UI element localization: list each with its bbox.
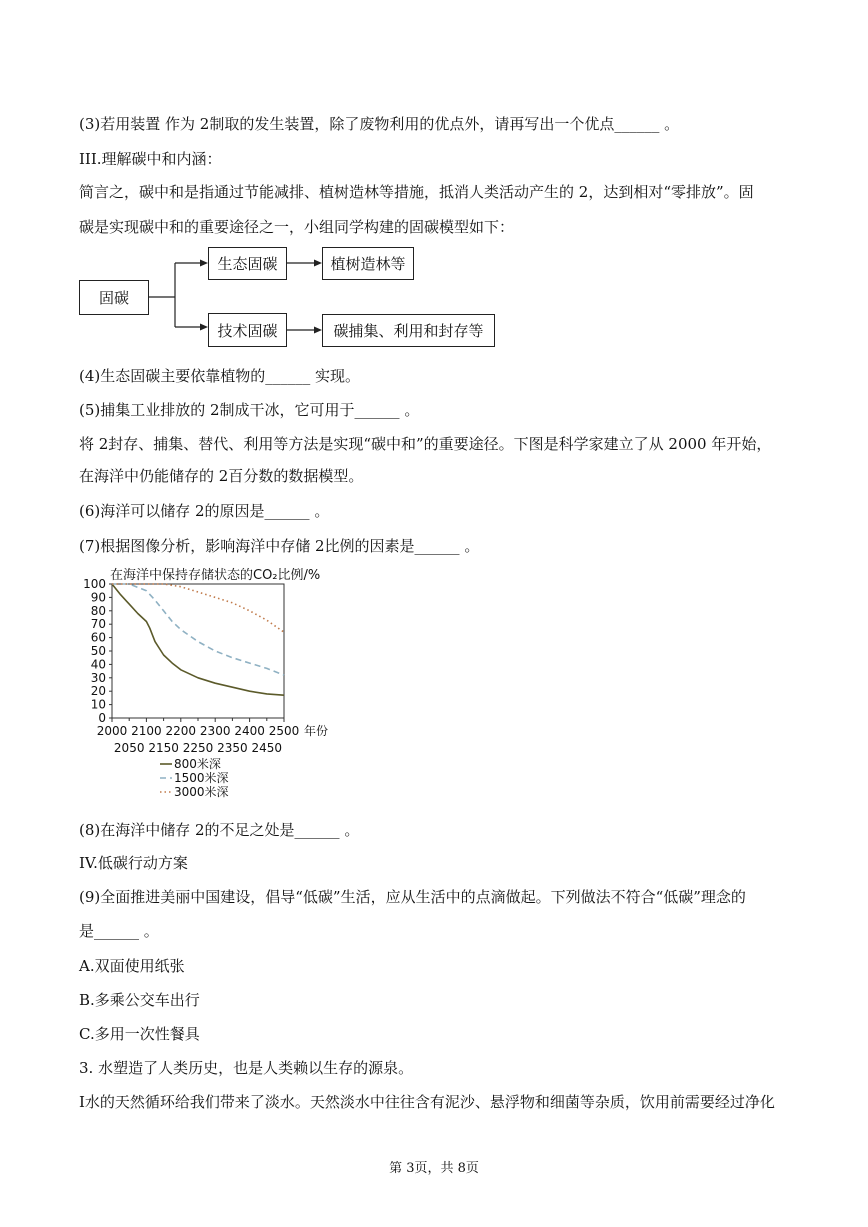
y-tick-label-30: 30 bbox=[90, 670, 106, 685]
plot-frame bbox=[112, 584, 284, 718]
y-tick-label-20: 20 bbox=[90, 684, 106, 699]
text-line-q8: (8)在海洋中储存 2的不足之处是______ 。 bbox=[79, 821, 360, 839]
x-tick-label-2400: 2400 bbox=[234, 724, 265, 738]
x-tick-label-2000: 2000 bbox=[96, 724, 128, 738]
text-line-q5: (5)捕集工业排放的 2制成干冰，它可用于______ 。 bbox=[79, 401, 420, 419]
x-minor-tick-label-2350: 2350 bbox=[217, 741, 248, 755]
diagram-technical-box: 技术固碳 bbox=[208, 313, 287, 347]
text-line-q10: 3. 水塑造了人类历史，也是人类赖以生存的源泉。 bbox=[79, 1059, 414, 1077]
x-minor-tick-label-2450: 2450 bbox=[251, 741, 283, 755]
text-line-q9b: 是______ 。 bbox=[79, 922, 159, 940]
text-line-q7: (7)根据图像分析，影响海洋中存储 2比例的因素是______ 。 bbox=[79, 537, 480, 555]
text-line-sec3: III.理解碳中和内涵： bbox=[79, 150, 222, 168]
text-line-q4: (4)生态固碳主要依靠植物的______ 实现。 bbox=[79, 367, 361, 385]
x-tick-label-2100: 2100 bbox=[131, 724, 162, 738]
page-footer: 第 3页，共 8页 bbox=[389, 1161, 479, 1176]
arrow-bottom bbox=[200, 324, 208, 331]
legend-label-1: 800米深 bbox=[174, 757, 221, 771]
text-line-sec4: IV.低碳行动方案 bbox=[79, 854, 188, 872]
co2-storage-chart bbox=[76, 566, 356, 806]
x-tick-label-2200: 2200 bbox=[165, 724, 197, 738]
diagram-root-box: 固碳 bbox=[79, 280, 149, 315]
x-minor-tick-label-2150: 2150 bbox=[148, 741, 179, 755]
diagram-ecological-box: 生态固碳 bbox=[208, 247, 287, 280]
y-tick-label-0: 0 bbox=[98, 711, 106, 725]
series-line-1 bbox=[112, 584, 284, 695]
legend-label-2: 1500米深 bbox=[174, 771, 229, 785]
y-tick-label-50: 50 bbox=[90, 644, 106, 658]
x-minor-tick-label-2250: 2250 bbox=[182, 741, 214, 755]
y-tick-label-10: 10 bbox=[90, 697, 106, 712]
x-tick-label-2500: 2500 bbox=[268, 724, 300, 738]
text-line-q9: (9)全面推进美丽中国建设，倡导“低碳”生活，应从生活中的点滴做起。下列做法不符合“低碳”理念的 bbox=[79, 888, 746, 906]
text-line-optC: C.多用一次性餐具 bbox=[79, 1025, 200, 1043]
text-line-p2: 碳是实现碳中和的重要途径之一，小组同学构建的固碳模型如下： bbox=[79, 218, 515, 236]
text-line-optB: B.多乘公交车出行 bbox=[79, 991, 200, 1009]
y-tick-label-40: 40 bbox=[90, 657, 106, 672]
text-line-optA: A.双面使用纸张 bbox=[79, 957, 185, 975]
series-line-3 bbox=[112, 584, 284, 632]
text-line-p1: 简言之，碳中和是指通过节能减排、植树造林等措施，抵消人类活动产生的 2，达到相对“零排放”。固 bbox=[79, 183, 754, 201]
y-tick-label-100: 100 bbox=[83, 577, 106, 591]
text-line-p4: 在海洋中仍能储存的 2百分数的数据模型。 bbox=[79, 467, 364, 485]
x-axis-label: 年份 bbox=[304, 724, 329, 738]
arrow-top-result bbox=[314, 260, 322, 267]
text-line-q3: (3)若用装置 作为 2制取的发生装置，除了废物利用的优点外，请再写出一个优点______ 。 bbox=[79, 115, 680, 133]
arrow-top bbox=[200, 260, 208, 267]
y-tick-label-60: 60 bbox=[90, 630, 106, 645]
y-tick-label-70: 70 bbox=[90, 617, 106, 632]
diagram-afforestation-box: 植树造林等 bbox=[322, 247, 414, 280]
chart-title: 在海洋中保持存储状态的CO₂比例/% bbox=[110, 568, 321, 583]
text-line-p3: 将 2封存、捕集、替代、利用等方法是实现“碳中和”的重要途径。下图是科学家建立了从 2000 年开始， bbox=[79, 435, 772, 453]
text-line-q6: (6)海洋可以储存 2的原因是______ 。 bbox=[79, 502, 330, 520]
x-tick-label-2300: 2300 bbox=[199, 724, 231, 738]
y-tick-label-80: 80 bbox=[90, 603, 106, 618]
arrow-bottom-result bbox=[314, 327, 322, 334]
legend-label-3: 3000米深 bbox=[174, 785, 229, 799]
series-line-2 bbox=[112, 584, 284, 675]
y-tick-label-90: 90 bbox=[90, 590, 106, 605]
text-line-p5: I水的天然循环给我们带来了淡水。天然淡水中往往含有泥沙、悬浮物和细菌等杂质，饮用前需要经过净化 bbox=[79, 1093, 775, 1111]
x-minor-tick-label-2050: 2050 bbox=[113, 741, 145, 755]
diagram-capture-box: 碳捕集、利用和封存等 bbox=[322, 314, 495, 347]
